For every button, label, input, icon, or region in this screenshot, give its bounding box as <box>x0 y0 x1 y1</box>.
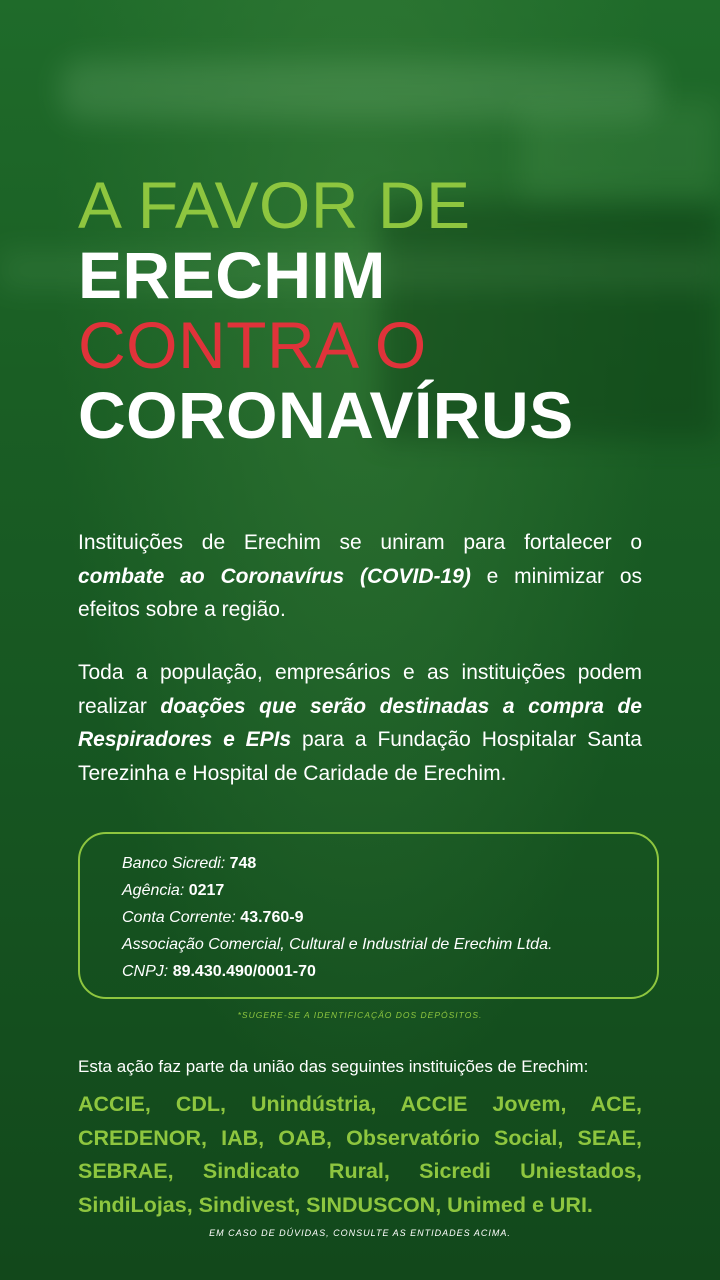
headline-line-4: CORONAVÍRUS <box>78 378 574 452</box>
intro-paragraph <box>78 526 642 627</box>
headline <box>78 168 574 452</box>
donations-text-end: para a Fundação Hospitalar Santa Terezinha e Hospital de Caridade de Erechim. <box>78 728 642 785</box>
bank-details-box <box>78 832 659 999</box>
donations-emphasis: doações que serão destinadas a compra de Respiradores e EPIs <box>78 694 642 751</box>
headline-line-3: CONTRA O <box>78 308 427 382</box>
account-label: Conta Corrente: <box>122 909 236 926</box>
donations-text-start: Toda a população, empresários e as instituições podem realizar <box>78 661 642 718</box>
footer-note: EM CASO DE DÚVIDAS, CONSULTE AS ENTIDADES ACIMA. <box>209 1228 511 1238</box>
deposit-note: *SUGERE-SE A IDENTIFICAÇÃO DOS DEPÓSITOS. <box>237 1010 483 1020</box>
institutions-list: ACCIE, CDL, Unindústria, ACCIE Jovem, ACE, CREDENOR, IAB, OAB, Observatório Social, SEAE, SEBRAE, Sindicato Rural, Sicredi Uniestados, SindiLojas, Sindivest, SINDUSCON, Unimed e URI. <box>78 1092 642 1217</box>
headline-line-1: A FAVOR DE <box>78 168 471 242</box>
bank-value: 748 <box>229 855 257 872</box>
account-value: 43.760-9 <box>240 909 304 926</box>
cnpj-label: CNPJ: <box>122 963 169 980</box>
intro-text-start: Instituições de Erechim se uniram para fortalecer o <box>78 531 642 554</box>
donations-paragraph <box>78 656 642 790</box>
bank-line <box>122 850 552 877</box>
cnpj-value: 89.430.490/0001-70 <box>172 963 316 980</box>
union-intro: Esta ação faz parte da união das seguintes instituições de Erechim: <box>78 1057 589 1076</box>
agency-value: 0217 <box>188 882 225 899</box>
bank-details <box>122 850 552 985</box>
agency-line <box>122 877 552 904</box>
intro-text-end: e minimizar os efeitos sobre a região. <box>78 564 643 621</box>
agency-label: Agência: <box>122 882 185 899</box>
headline-line-2: ERECHIM <box>78 238 386 312</box>
bank-label: Banco Sicredi: <box>122 855 226 872</box>
account-line <box>122 904 552 931</box>
account-holder: Associação Comercial, Cultural e Industrial de Erechim Ltda. <box>122 936 553 953</box>
cnpj-line <box>122 958 552 985</box>
intro-emphasis: combate ao Coronavírus (COVID-19) <box>78 564 471 588</box>
